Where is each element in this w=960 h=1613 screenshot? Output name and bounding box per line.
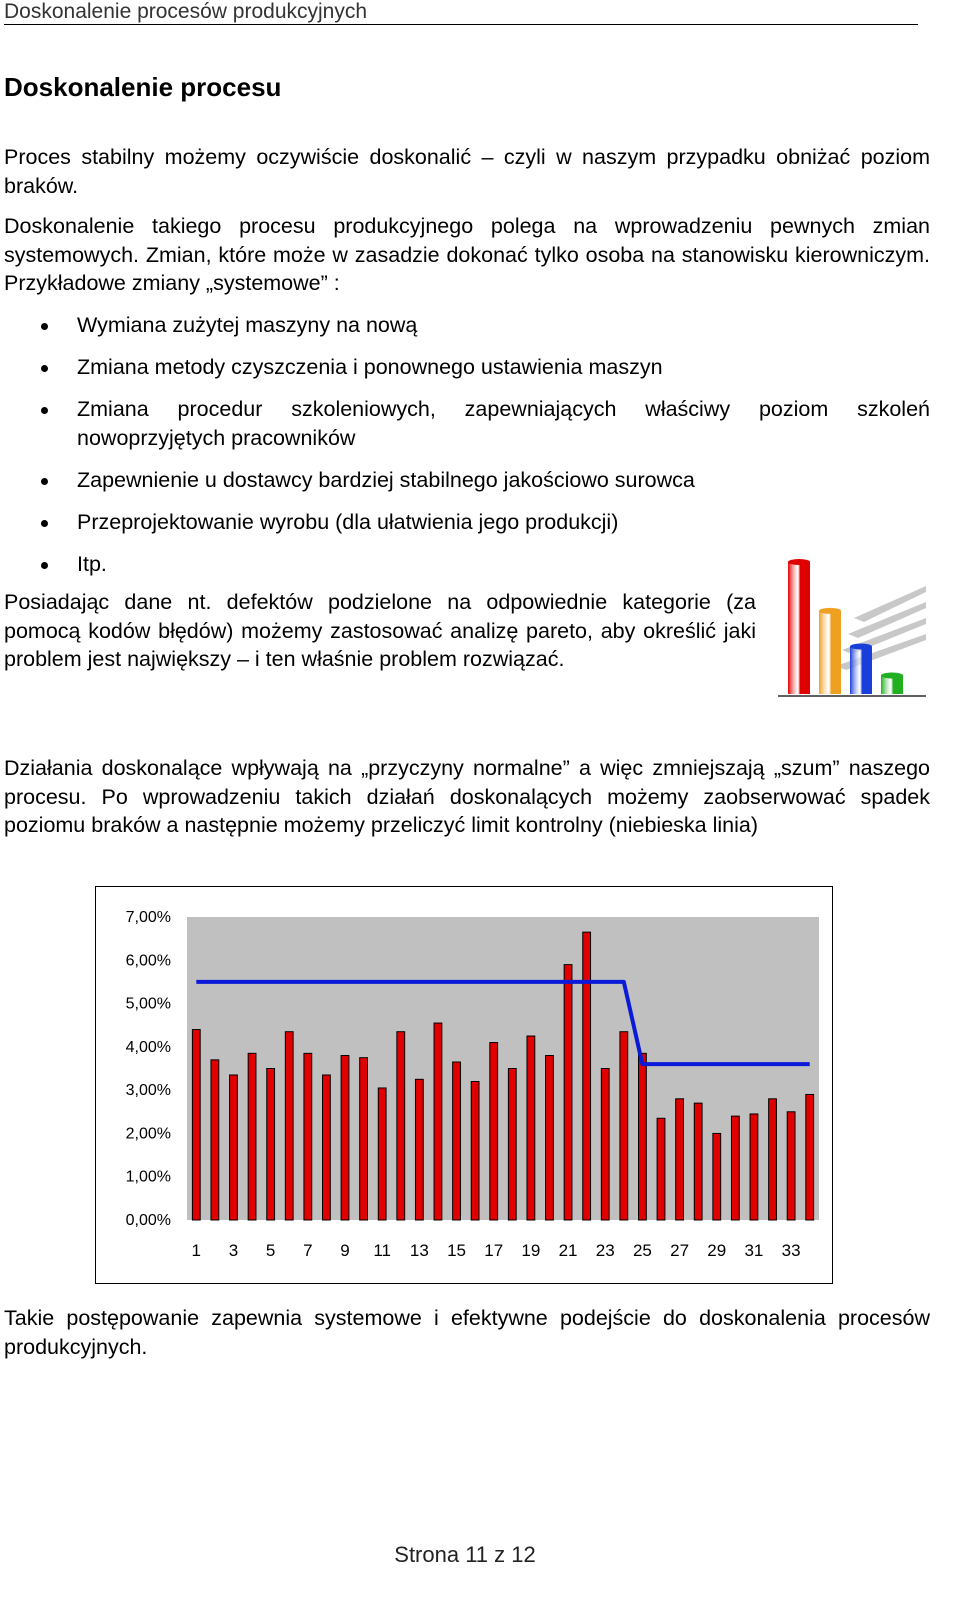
bullet-icon (41, 323, 48, 330)
clipart-bar-cap (850, 643, 872, 649)
defect-bar (378, 1088, 386, 1220)
list-item: Zapewnienie u dostawcy bardziej stabilnego jakościowo surowca (0, 466, 930, 495)
list-item: Itp. (0, 550, 930, 579)
x-tick-label: 23 (595, 1241, 615, 1260)
x-tick-label: 11 (373, 1241, 392, 1260)
x-tick-label: 17 (484, 1241, 504, 1260)
paragraph-improvement: Działania doskonalące wpływają na „przyczyny normalne” a więc zmniejszają „szum” naszego procesu. Po wprowadzeniu takich działań doskonalących możemy zaobserwować spadek poziomu braków a następnie możemy przeliczyć limit kontrolny (niebieska linia) (4, 756, 930, 837)
defect-bar (694, 1103, 702, 1220)
defect-bar (248, 1053, 256, 1220)
defect-bar (304, 1053, 312, 1220)
y-tick-label: 2,00% (125, 1125, 171, 1143)
defect-bar (713, 1133, 721, 1220)
defect-bar (676, 1099, 684, 1220)
paragraph-pareto: Posiadając dane nt. defektów podzielone na odpowiednie kategorie (za pomocą kodów błędów) możemy zastosować analizę pareto, aby określić jaki problem jest największy – i ten właśnie problem rozwiązać. (4, 590, 756, 671)
y-tick-label: 7,00% (125, 909, 171, 926)
defect-bar (564, 965, 572, 1220)
defect-bar (267, 1069, 275, 1221)
clipart-bar-cap (819, 608, 841, 614)
defect-bar (285, 1032, 293, 1220)
defect-bar (397, 1032, 405, 1220)
defect-bar (211, 1060, 219, 1220)
chart-svg (96, 887, 831, 1282)
defect-bar (323, 1075, 331, 1220)
x-tick-label: 3 (228, 1241, 239, 1260)
page-number: Strona 11 z 12 (394, 1542, 536, 1567)
bullet-icon (41, 562, 48, 569)
defect-bar (471, 1081, 479, 1220)
defect-bar (806, 1094, 814, 1220)
clipart-bar (850, 646, 872, 694)
x-tick-label: 25 (632, 1241, 652, 1260)
defect-bar (341, 1056, 349, 1220)
paragraph-intro: Proces stabilny możemy oczywiście doskonalić – czyli w naszym przypadku obniżać poziom braków. (4, 145, 930, 198)
x-tick-label: 19 (521, 1241, 541, 1260)
list-item: Wymiana zużytej maszyny na nową (0, 311, 930, 340)
y-tick-label: 5,00% (125, 995, 171, 1013)
bullet-icon (41, 478, 48, 485)
x-tick-label: 27 (670, 1241, 690, 1260)
clipart-shelves (836, 586, 926, 670)
x-tick-label: 1 (191, 1241, 202, 1260)
defect-bar (601, 1069, 609, 1221)
clipart-shelf (854, 586, 926, 622)
defect-bar (490, 1043, 498, 1220)
y-tick-label: 0,00% (125, 1212, 171, 1229)
y-tick-label: 3,00% (125, 1082, 171, 1100)
list-item: Zmiana procedur szkoleniowych, zapewniających właściwy poziom szkoleń nowoprzyjętych pracowników (0, 395, 930, 452)
defect-bar (583, 932, 591, 1220)
x-tick-label: 7 (303, 1241, 313, 1260)
bar-chart-clipart (776, 552, 928, 700)
defect-bar (769, 1099, 777, 1220)
defect-bar (415, 1079, 423, 1220)
defect-bar (787, 1112, 795, 1220)
x-tick-label: 31 (744, 1241, 764, 1260)
defect-bar (639, 1053, 647, 1220)
plot-area (187, 917, 819, 1220)
y-tick-label: 1,00% (125, 1168, 171, 1186)
clipart-bar (819, 611, 841, 694)
x-tick-label: 9 (340, 1241, 350, 1260)
defect-bar (453, 1062, 461, 1220)
x-tick-label: 5 (265, 1241, 276, 1260)
clipart-bar (788, 562, 810, 694)
y-tick-label: 4,00% (125, 1038, 171, 1056)
page-header: Doskonalenie procesów produkcyjnych (4, 0, 918, 25)
bullet-icon (41, 520, 48, 527)
bullet-icon (41, 407, 48, 414)
clipart-bar-cap (881, 673, 903, 679)
list-item: Przeprojektowanie wyrobu (dla ułatwienia jego produkcji) (0, 508, 930, 537)
defect-bar (750, 1114, 758, 1220)
list-item: Zmiana metody czyszczenia i ponownego ustawienia maszyn (0, 353, 930, 382)
defect-rate-chart (95, 886, 833, 1284)
defect-bar (434, 1023, 442, 1220)
defect-bar (360, 1058, 368, 1220)
paragraph-conclusion: Takie postępowanie zapewnia systemowe i efektywne podejście do doskonalenia procesów produkcyjnych. (4, 1306, 930, 1359)
x-tick-label: 29 (707, 1241, 727, 1260)
x-tick-label: 21 (558, 1241, 578, 1260)
clipart-bar-cap (788, 559, 810, 565)
defect-bar (620, 1032, 628, 1220)
section-heading: Doskonalenie procesu (4, 72, 282, 102)
defect-bar (731, 1116, 739, 1220)
paragraph-systemic-changes: Doskonalenie takiego procesu produkcyjnego polega na wprowadzeniu pewnych zmian systemowych. Zmian, które może w zasadzie dokonać tylko osoba na stanowisku kierowniczym. Przykładowe zmiany „systemowe” : (4, 214, 930, 295)
x-tick-label: 15 (447, 1241, 466, 1260)
defect-bar (657, 1118, 665, 1220)
defect-bar (508, 1069, 516, 1221)
defect-bar (230, 1075, 238, 1220)
defect-bar (546, 1056, 554, 1220)
changes-list (0, 311, 930, 592)
defect-bar (192, 1030, 200, 1220)
x-tick-label: 33 (781, 1241, 801, 1260)
defect-bar (527, 1036, 535, 1220)
x-tick-label: 13 (409, 1241, 429, 1260)
y-tick-label: 6,00% (125, 952, 171, 970)
bullet-icon (41, 365, 48, 372)
